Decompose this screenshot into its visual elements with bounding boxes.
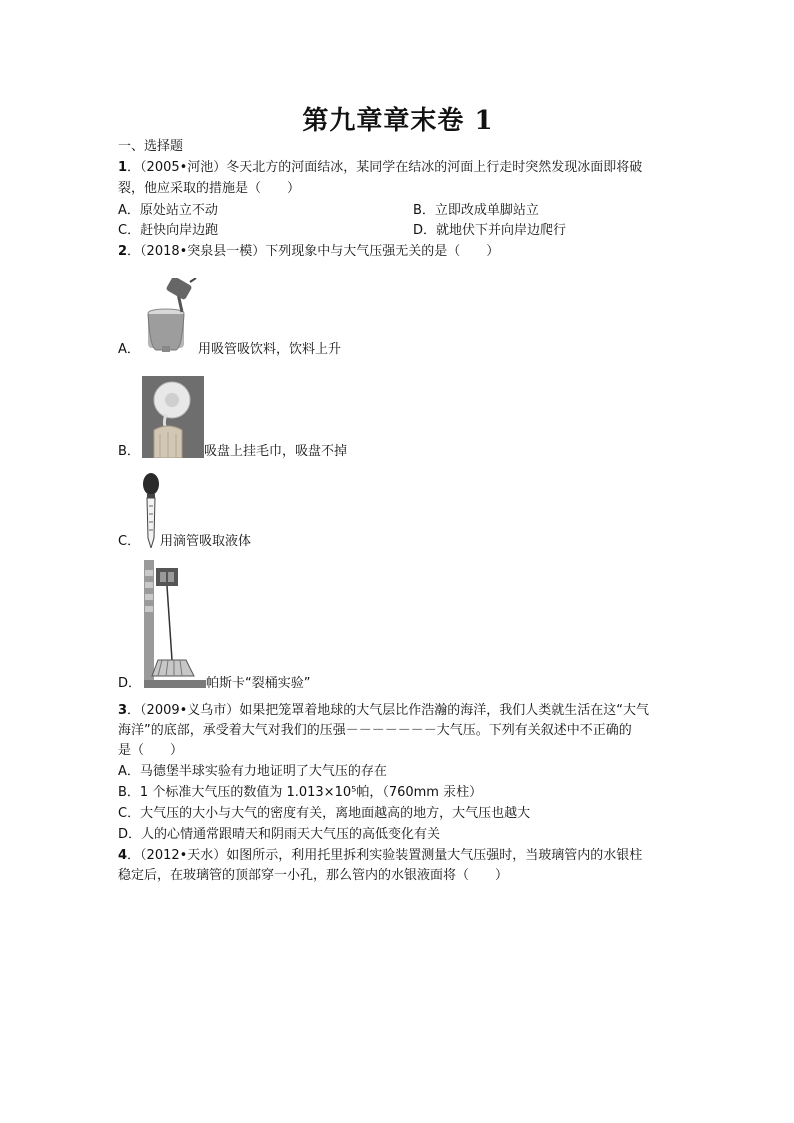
question-number: 2 [118,244,128,259]
cup-with-straw-icon [142,278,198,354]
question-4-line-2: 稳定后，在玻璃管的顶部穿一小孔，那么管内的水银液面将（ ） [118,868,509,883]
option-d: D．人的心情通常跟晴天和阴雨天大气压的高低变化有关 [118,827,441,842]
suction-cup-hook-icon [142,376,204,458]
question-number: 3 [118,703,128,718]
option-d: D．就地伏下并向岸边爬行 [413,223,567,238]
dropper-icon [142,472,160,548]
question-text: ．（2009•义乌市）如果把笼罩着地球的大气层比作浩瀚的海洋，我们人类就生活在这“大气 [127,703,650,718]
option-b: B．立即改成单脚站立 [413,203,539,218]
question-text: ．（2018•突泉县一模）下列现象中与大气压强无关的是（ ） [127,244,500,259]
question-text: ．（2005•河池）冬天北方的河面结冰，某同学在结冰的河面上行走时突然发现冰面即将破 [127,160,643,175]
option-c: C．大气压的大小与大气的密度有关，离地面越高的地方，大气压也越大 [118,806,531,821]
option-c: C．赶快向岸边跑 [118,223,219,238]
option-a: A．原处站立不动 [118,203,218,218]
question-text: ．（2012•天水）如图所示，利用托里拆利实验装置测量大气压强时，当玻璃管内的水银柱 [127,848,643,863]
question-3-line-2: 海洋”的底部，承受着大气对我们的压强－－－－－－－大气压。下列有关叙述中不正确的 [118,723,632,738]
option-a: A． 用吸管吸饮料，饮料上升 [118,278,418,358]
pascal-barrel-icon [144,560,206,690]
question-4-line-1 [118,847,642,865]
question-3-line-1 [118,702,649,720]
question-1-line-2: 裂，他应采取的措施是（ ） [118,181,301,196]
page-title: 第九章章末卷 1 [302,106,494,136]
option-b: B． 吸盘上挂毛巾，吸盘不掉 [118,376,418,460]
question-number: 4 [118,848,128,863]
question-3-line-3: 是（ ） [118,743,184,758]
question-1-line-1 [118,159,642,177]
option-d: D． 帕斯卡“裂桶实验” [118,560,438,692]
option-c: C． 用滴管吸取液体 [118,472,418,550]
option-a: A．马德堡半球实验有力地证明了大气压的存在 [118,764,387,779]
question-2-line-1 [118,243,499,261]
option-b: B．1 个标准大气压的数值为 1.013×10⁵帕，（760mm 汞柱） [118,785,483,800]
section-heading: 一、选择题 [118,139,184,154]
question-number: 1 [118,160,128,175]
